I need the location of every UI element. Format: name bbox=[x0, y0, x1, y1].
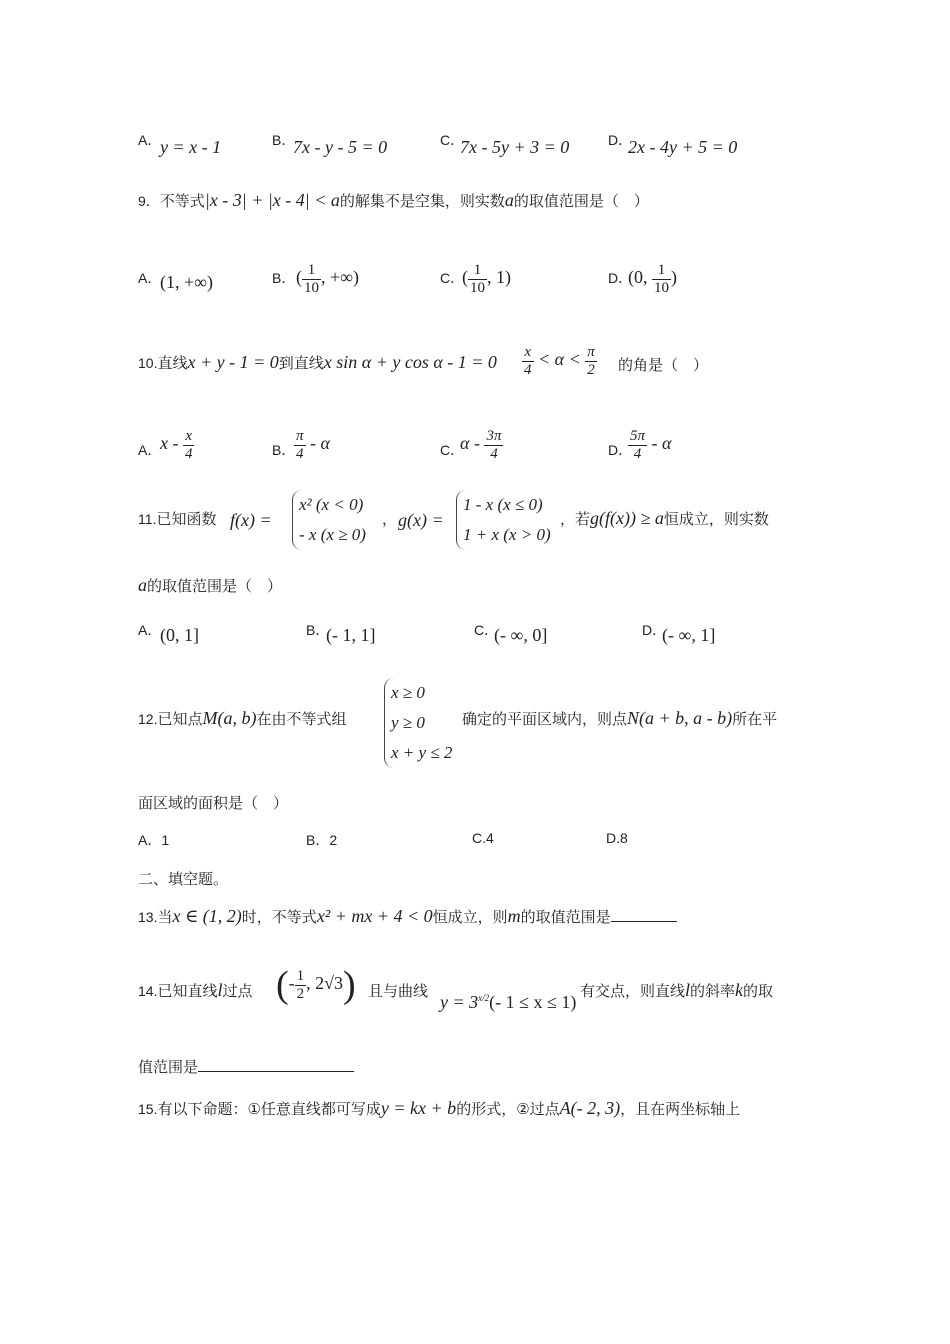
q10-c-den: 4 bbox=[490, 445, 498, 462]
q9-c-post: , 1) bbox=[487, 267, 511, 288]
q11-text-2: ，若 bbox=[560, 510, 591, 528]
q10-text-3: 的角是（ ） bbox=[618, 356, 709, 374]
q9-b-pre: ( bbox=[296, 267, 302, 288]
q10-option-c-expr bbox=[460, 428, 503, 462]
question-13 bbox=[138, 906, 677, 927]
q11-g-system bbox=[456, 490, 557, 550]
q11-number: 11. bbox=[138, 511, 157, 527]
q9-b-num: 1 bbox=[302, 262, 321, 280]
q13-text-3: 恒成立，则 bbox=[432, 908, 508, 926]
q11-cond: g(f(x)) ≥ a bbox=[590, 508, 664, 528]
q8-option-d-expr: 2x - 4y + 5 = 0 bbox=[628, 137, 738, 157]
q9-option-d-label: D． bbox=[608, 270, 633, 286]
q10-c-pre: α - bbox=[460, 433, 480, 454]
q12-number: 12. bbox=[138, 711, 158, 727]
q10-expr-2: x sin α + y cos α - 1 = 0 bbox=[323, 352, 497, 372]
q10-a-num: x bbox=[183, 428, 195, 446]
q10-option-c-label: C． bbox=[440, 442, 465, 458]
q14-lparen: ( bbox=[276, 964, 289, 1006]
q9-b-den: 10 bbox=[304, 279, 319, 296]
q14-pt-pre: - bbox=[288, 973, 295, 994]
q11-g-label: g(x) = bbox=[398, 510, 444, 530]
section-heading-fill-in: 二、填空题。 bbox=[138, 870, 229, 888]
q14-point bbox=[276, 966, 356, 1004]
question-11-line-1b bbox=[560, 508, 769, 529]
q14-text-7: 值范围是 bbox=[138, 1058, 199, 1076]
q9-option-c-label: C． bbox=[440, 270, 465, 286]
q13-expr-2: x² + mx + 4 < 0 bbox=[316, 906, 433, 926]
q11-option-d-expr: (- ∞, 1] bbox=[662, 625, 716, 645]
q9-d-pre: (0, bbox=[628, 267, 652, 288]
q15-expr-1: y = kx + b bbox=[380, 1098, 457, 1118]
q11-option-c-label: C． bbox=[474, 622, 499, 638]
q11-option-a-expr: (0, 1] bbox=[160, 625, 199, 645]
q13-answer-blank[interactable] bbox=[611, 907, 677, 922]
q13-var: m bbox=[507, 906, 521, 926]
q10-text-1: 直线 bbox=[157, 354, 188, 372]
q8-option-d-label: D． bbox=[608, 132, 633, 148]
q9-number: 9． bbox=[138, 193, 160, 209]
q8-option-a-expr: y = x - 1 bbox=[160, 137, 222, 157]
q12-a-label: A． bbox=[138, 832, 162, 848]
q12-a-value: 1 bbox=[161, 832, 170, 848]
question-15 bbox=[138, 1098, 740, 1119]
q9-option-a-label: A． bbox=[138, 270, 162, 286]
q10-number: 10. bbox=[138, 355, 158, 371]
q14-line-l2: l bbox=[685, 980, 691, 1000]
q9-d-num: 1 bbox=[652, 262, 671, 280]
q14-text-3: 且与曲线 bbox=[368, 982, 429, 1000]
q10-b-den: 4 bbox=[296, 445, 304, 462]
question-9 bbox=[138, 190, 649, 211]
q10-option-d-expr bbox=[628, 428, 671, 462]
question-14-line-1b bbox=[580, 980, 773, 1001]
q12-text-5: 面区域的面积是（ ） bbox=[138, 794, 289, 812]
q13-text-1: 当 bbox=[157, 908, 173, 926]
q14-number: 14. bbox=[138, 983, 158, 999]
q15-expr-2: A(- 2, 3) bbox=[559, 1098, 621, 1118]
q9-option-a-expr: (1, +∞) bbox=[160, 272, 213, 292]
q12-text-1: 已知点 bbox=[157, 710, 203, 728]
q8-option-c-label: C． bbox=[440, 132, 465, 148]
q10-cond-mid: < α < bbox=[538, 349, 581, 370]
q10-cond-num2: π bbox=[587, 344, 595, 360]
q15-text-2: 的形式，②过点 bbox=[456, 1100, 560, 1118]
q8-option-c-expr: 7x - 5y + 3 = 0 bbox=[460, 137, 570, 157]
q10-d-post: - α bbox=[651, 433, 672, 454]
q14-pt-post: , 2√3 bbox=[306, 973, 344, 994]
q9-option-b-expr bbox=[296, 262, 359, 296]
question-12-line-1b bbox=[462, 708, 777, 729]
q8-option-a-label: A． bbox=[138, 132, 162, 148]
q13-text-4: 的取值范围是 bbox=[520, 908, 611, 926]
question-14-line-1a bbox=[138, 980, 253, 1001]
q11-g-case-2: 1 + x (x > 0) bbox=[463, 525, 551, 544]
q12-text-2: 在由不等式组 bbox=[256, 710, 347, 728]
q9-text-2: 的解集不是空集，则实数 bbox=[339, 192, 505, 210]
q14-pt-num: 1 bbox=[296, 968, 305, 984]
q14-answer-blank[interactable] bbox=[198, 1057, 354, 1072]
question-11-line-1 bbox=[138, 508, 216, 529]
q11-f-case-2: - x (x ≥ 0) bbox=[299, 525, 366, 544]
q14-text-6: 的取 bbox=[743, 982, 774, 1000]
q14-text-2: 过点 bbox=[222, 982, 253, 1000]
q12-ineq-3: x + y ≤ 2 bbox=[391, 743, 453, 762]
q10-d-den: 4 bbox=[633, 445, 642, 462]
q9-text-1: 不等式 bbox=[159, 192, 205, 210]
q11-option-c-expr: (- ∞, 0] bbox=[494, 625, 548, 645]
q12-option-d bbox=[606, 830, 628, 846]
q10-a-den: 4 bbox=[184, 445, 193, 462]
q12-ineq-2: y ≥ 0 bbox=[391, 713, 425, 732]
q10-option-a-expr bbox=[160, 428, 194, 462]
q10-condition bbox=[522, 344, 597, 378]
q10-b-num: π bbox=[296, 428, 304, 444]
q14-rparen: ) bbox=[343, 964, 356, 1006]
q9-d-post: ) bbox=[671, 267, 677, 288]
q11-text-1: 已知函数 bbox=[156, 510, 217, 528]
q11-var: a bbox=[138, 575, 147, 595]
q10-a-pre: x - bbox=[160, 433, 179, 454]
q14-curve-base: y = 3 bbox=[440, 992, 479, 1012]
question-10 bbox=[138, 352, 497, 373]
q9-option-c-expr bbox=[462, 262, 511, 296]
q9-expr: |x - 3| + |x - 4| < a bbox=[204, 190, 340, 210]
q15-number: 15. bbox=[138, 1101, 158, 1117]
q11-text-3: 恒成立，则实数 bbox=[663, 510, 769, 528]
q12-option-a bbox=[138, 830, 169, 850]
q12-option-b bbox=[306, 830, 337, 850]
q9-option-d-expr bbox=[628, 262, 677, 296]
q14-text-1: 已知直线 bbox=[157, 982, 218, 1000]
q11-g-case-1: 1 - x (x ≤ 0) bbox=[463, 495, 543, 514]
q10-d-num: 5π bbox=[630, 428, 646, 444]
q8-option-b-label: B． bbox=[272, 132, 296, 148]
q11-option-d-label: D． bbox=[642, 622, 667, 638]
q12-text-3: 确定的平面区域内，则点 bbox=[462, 710, 628, 728]
q9-var: a bbox=[504, 190, 514, 210]
q12-system bbox=[384, 678, 458, 768]
q14-curve-range: (- 1 ≤ x ≤ 1) bbox=[489, 992, 577, 1012]
question-11-line-2 bbox=[138, 575, 282, 596]
q12-text-4: 所在平 bbox=[732, 710, 778, 728]
q13-expr-1: x ∈ (1, 2) bbox=[172, 906, 242, 926]
q9-c-den: 10 bbox=[470, 279, 485, 296]
q12-point-m: M(a, b) bbox=[202, 708, 257, 728]
q10-option-b-label: B． bbox=[272, 442, 296, 458]
q13-text-2: 时，不等式 bbox=[241, 908, 317, 926]
question-12-line-1 bbox=[138, 708, 346, 729]
q10-cond-den: 4 bbox=[524, 361, 532, 378]
q14-slope-k: k bbox=[735, 980, 744, 1000]
q9-d-den: 10 bbox=[654, 279, 669, 296]
q8-option-b-expr: 7x - y - 5 = 0 bbox=[293, 137, 388, 157]
q9-c-num: 1 bbox=[468, 262, 487, 280]
q9-b-post: , +∞) bbox=[321, 267, 359, 288]
q12-d-label: D. bbox=[606, 830, 620, 846]
q10-b-post: - α bbox=[310, 433, 330, 454]
q12-b-label: B． bbox=[306, 832, 330, 848]
q10-option-d-label: D． bbox=[608, 442, 633, 458]
q15-text-3: ，且在两坐标轴上 bbox=[620, 1100, 741, 1118]
q12-c-label: C. bbox=[472, 830, 486, 846]
q10-cond-den2: 2 bbox=[587, 361, 595, 378]
q12-b-value: 2 bbox=[329, 832, 338, 848]
q11-option-a-label: A． bbox=[138, 622, 162, 638]
q11-option-b-expr: (- 1, 1] bbox=[326, 625, 376, 645]
q14-curve bbox=[440, 992, 576, 1013]
q9-text-3: 的取值范围是（ ） bbox=[513, 192, 649, 210]
q9-option-b-label: B． bbox=[272, 270, 296, 286]
q11-text-4: 的取值范围是（ ） bbox=[147, 577, 283, 595]
q10-cond-num: x bbox=[522, 344, 534, 362]
q10-text-2: 到直线 bbox=[278, 354, 324, 372]
question-14-line-2 bbox=[138, 1056, 354, 1077]
q9-c-pre: ( bbox=[462, 267, 468, 288]
q11-f-label: f(x) = bbox=[230, 510, 272, 530]
q12-ineq-1: x ≥ 0 bbox=[391, 683, 425, 702]
q11-f-system bbox=[292, 490, 372, 550]
q14-pt-den: 2 bbox=[296, 985, 305, 1002]
q10-option-b-expr bbox=[294, 428, 330, 462]
q12-d-value: 8 bbox=[620, 830, 628, 846]
q14-line-l: l bbox=[217, 980, 223, 1000]
q14-curve-exp: x/2 bbox=[478, 993, 490, 1003]
q11-option-b-label: B． bbox=[306, 622, 330, 638]
q10-option-a-label: A． bbox=[138, 442, 162, 458]
q12-c-value: 4 bbox=[486, 830, 494, 846]
q10-c-num: 3π bbox=[486, 428, 502, 444]
q15-text-1: 有以下命题：①任意直线都可写成 bbox=[157, 1100, 381, 1118]
q11-comma: ， bbox=[382, 510, 398, 528]
q11-f-case-1: x² (x < 0) bbox=[299, 495, 364, 514]
q14-text-5: 的斜率 bbox=[690, 982, 736, 1000]
q10-expr-1: x + y - 1 = 0 bbox=[187, 352, 279, 372]
q13-number: 13. bbox=[138, 909, 158, 925]
q14-text-4: 有交点，则直线 bbox=[580, 982, 686, 1000]
q12-point-n: N(a + b, a - b) bbox=[627, 708, 733, 728]
q12-option-c bbox=[472, 830, 494, 846]
